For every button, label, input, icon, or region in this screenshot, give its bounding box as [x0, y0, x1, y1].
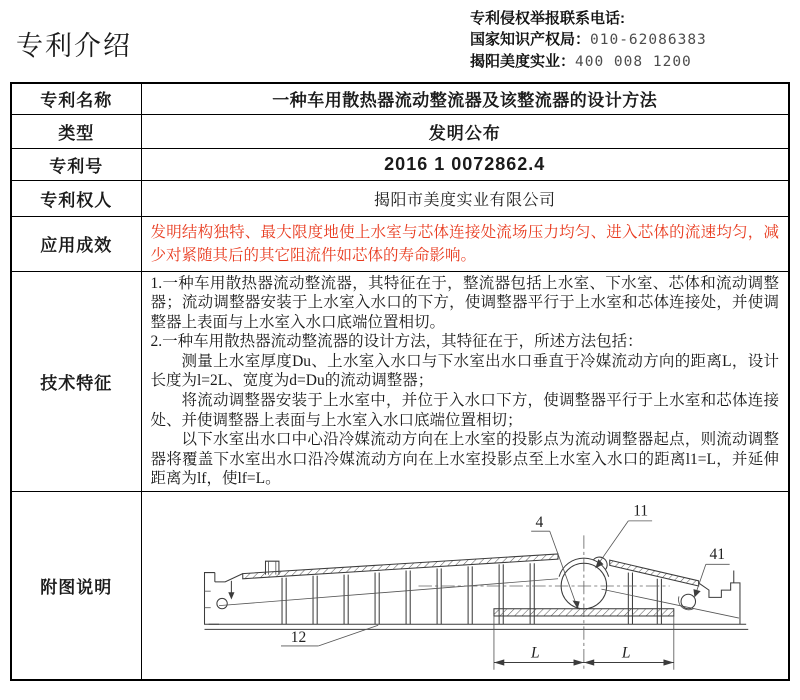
- technical-paragraph-5: 以下水室出水口中心沿冷媒流动方向在上水室的投影点为流动调整器起点，则流动调整器将覆盖下水室出水口沿冷媒流动方向在上水室投影点至上水室入水口的距离l1=L，并延伸距离为lf，使lf=L。: [150, 431, 779, 488]
- row-technical-features: [11, 271, 789, 492]
- row-figure-description: [11, 492, 789, 680]
- row-patent-number: [11, 148, 789, 180]
- contact-company-phone: 400 008 1200: [575, 54, 692, 70]
- leader-part4: [531, 531, 580, 609]
- row-application-effect: [11, 216, 789, 271]
- radiator-drawing: [171, 494, 759, 678]
- figure-label-41: 41: [709, 546, 725, 564]
- contact-company-line: [470, 51, 707, 73]
- technical-features-label: 技术特征: [11, 271, 141, 492]
- application-effect-text: 发明结构独特、最大限度地使上水室与芯体连接处流场压力均匀、进入芯体的流速均匀，减少对紧随其后的其它阻流件如芯体的寿命影响。: [150, 223, 779, 264]
- contact-company-label: 揭阳美度实业：: [470, 53, 576, 70]
- technical-paragraph-3: 测量上水室厚度Du、上水室入水口与下水室出水口垂直于冷媒流动方向的距离L，设计长度为l=2L、宽度为d=Du的流动调整器；: [150, 352, 779, 390]
- type-label: 类型: [11, 114, 141, 148]
- contact-sipo-label: 国家知识产权局：: [470, 31, 591, 48]
- radiator-top-band-right: [609, 560, 698, 586]
- leader-part11: [595, 521, 652, 569]
- patent-number-label: 专利号: [11, 148, 141, 180]
- contact-sipo-phone: 010-62086383: [590, 32, 707, 48]
- patent-number-value: 2016 1 0072862.4: [141, 148, 789, 180]
- figure-label-12: 12: [290, 629, 307, 647]
- patent-owner-value: 揭阳市美度实业有限公司: [141, 180, 789, 216]
- patent-name-value: 一种车用散热器流动整流器及该整流器的设计方法: [141, 83, 789, 114]
- row-patent-name: [11, 83, 789, 114]
- figure-description-cell: [141, 492, 789, 680]
- header: [0, 0, 800, 82]
- technical-paragraph-2: 2.一种车用散热器流动整流器的设计方法，其特征在于，所述方法包括：: [150, 333, 643, 351]
- figure-description-label: 附图说明: [11, 492, 141, 680]
- flow-adjuster-bar: [494, 609, 674, 616]
- technical-paragraph-4: 将流动调整器安装于上水室中，并位于入水口下方，使调整器平行于上水室和芯体连接处、并使调整器上表面与上水室入水口底端位置相切；: [150, 392, 779, 429]
- patent-table: [10, 82, 790, 681]
- patent-name-label: 专利名称: [11, 83, 141, 114]
- row-patent-owner: [11, 180, 789, 216]
- row-type: [11, 114, 789, 148]
- patent-owner-label: 专利权人: [11, 180, 141, 216]
- radiator-bottom-plate: [204, 625, 748, 630]
- contact-sipo-line: [470, 29, 707, 51]
- radiator-right-cap: [698, 571, 739, 625]
- dimension-label-left: L: [530, 644, 540, 662]
- application-effect-cell: [141, 216, 789, 271]
- page-title: 专利介绍: [16, 31, 132, 61]
- radiator-left-cap: [204, 573, 242, 625]
- type-value: 发明公布: [141, 114, 789, 148]
- technical-features-cell: [141, 271, 789, 492]
- contact-heading: 专利侵权举报联系电话:: [470, 10, 625, 27]
- technical-paragraph-1: 1.一种车用散热器流动整流器，其特征在于，整流器包括上水室、下水室、芯体和流动调整器；流动调整器安装于上水室入水口的下方，使调整器平行于上水室和芯体连接处，并使调整器上表面与上水室入水口底端位置相切。: [150, 274, 779, 331]
- dimension-label-right: L: [621, 644, 631, 662]
- radiator-top-band-left: [243, 554, 558, 579]
- figure-label-11: 11: [633, 502, 648, 520]
- figure-label-4: 4: [535, 514, 544, 532]
- contact-block: [470, 8, 707, 73]
- application-effect-label: 应用成效: [11, 216, 141, 271]
